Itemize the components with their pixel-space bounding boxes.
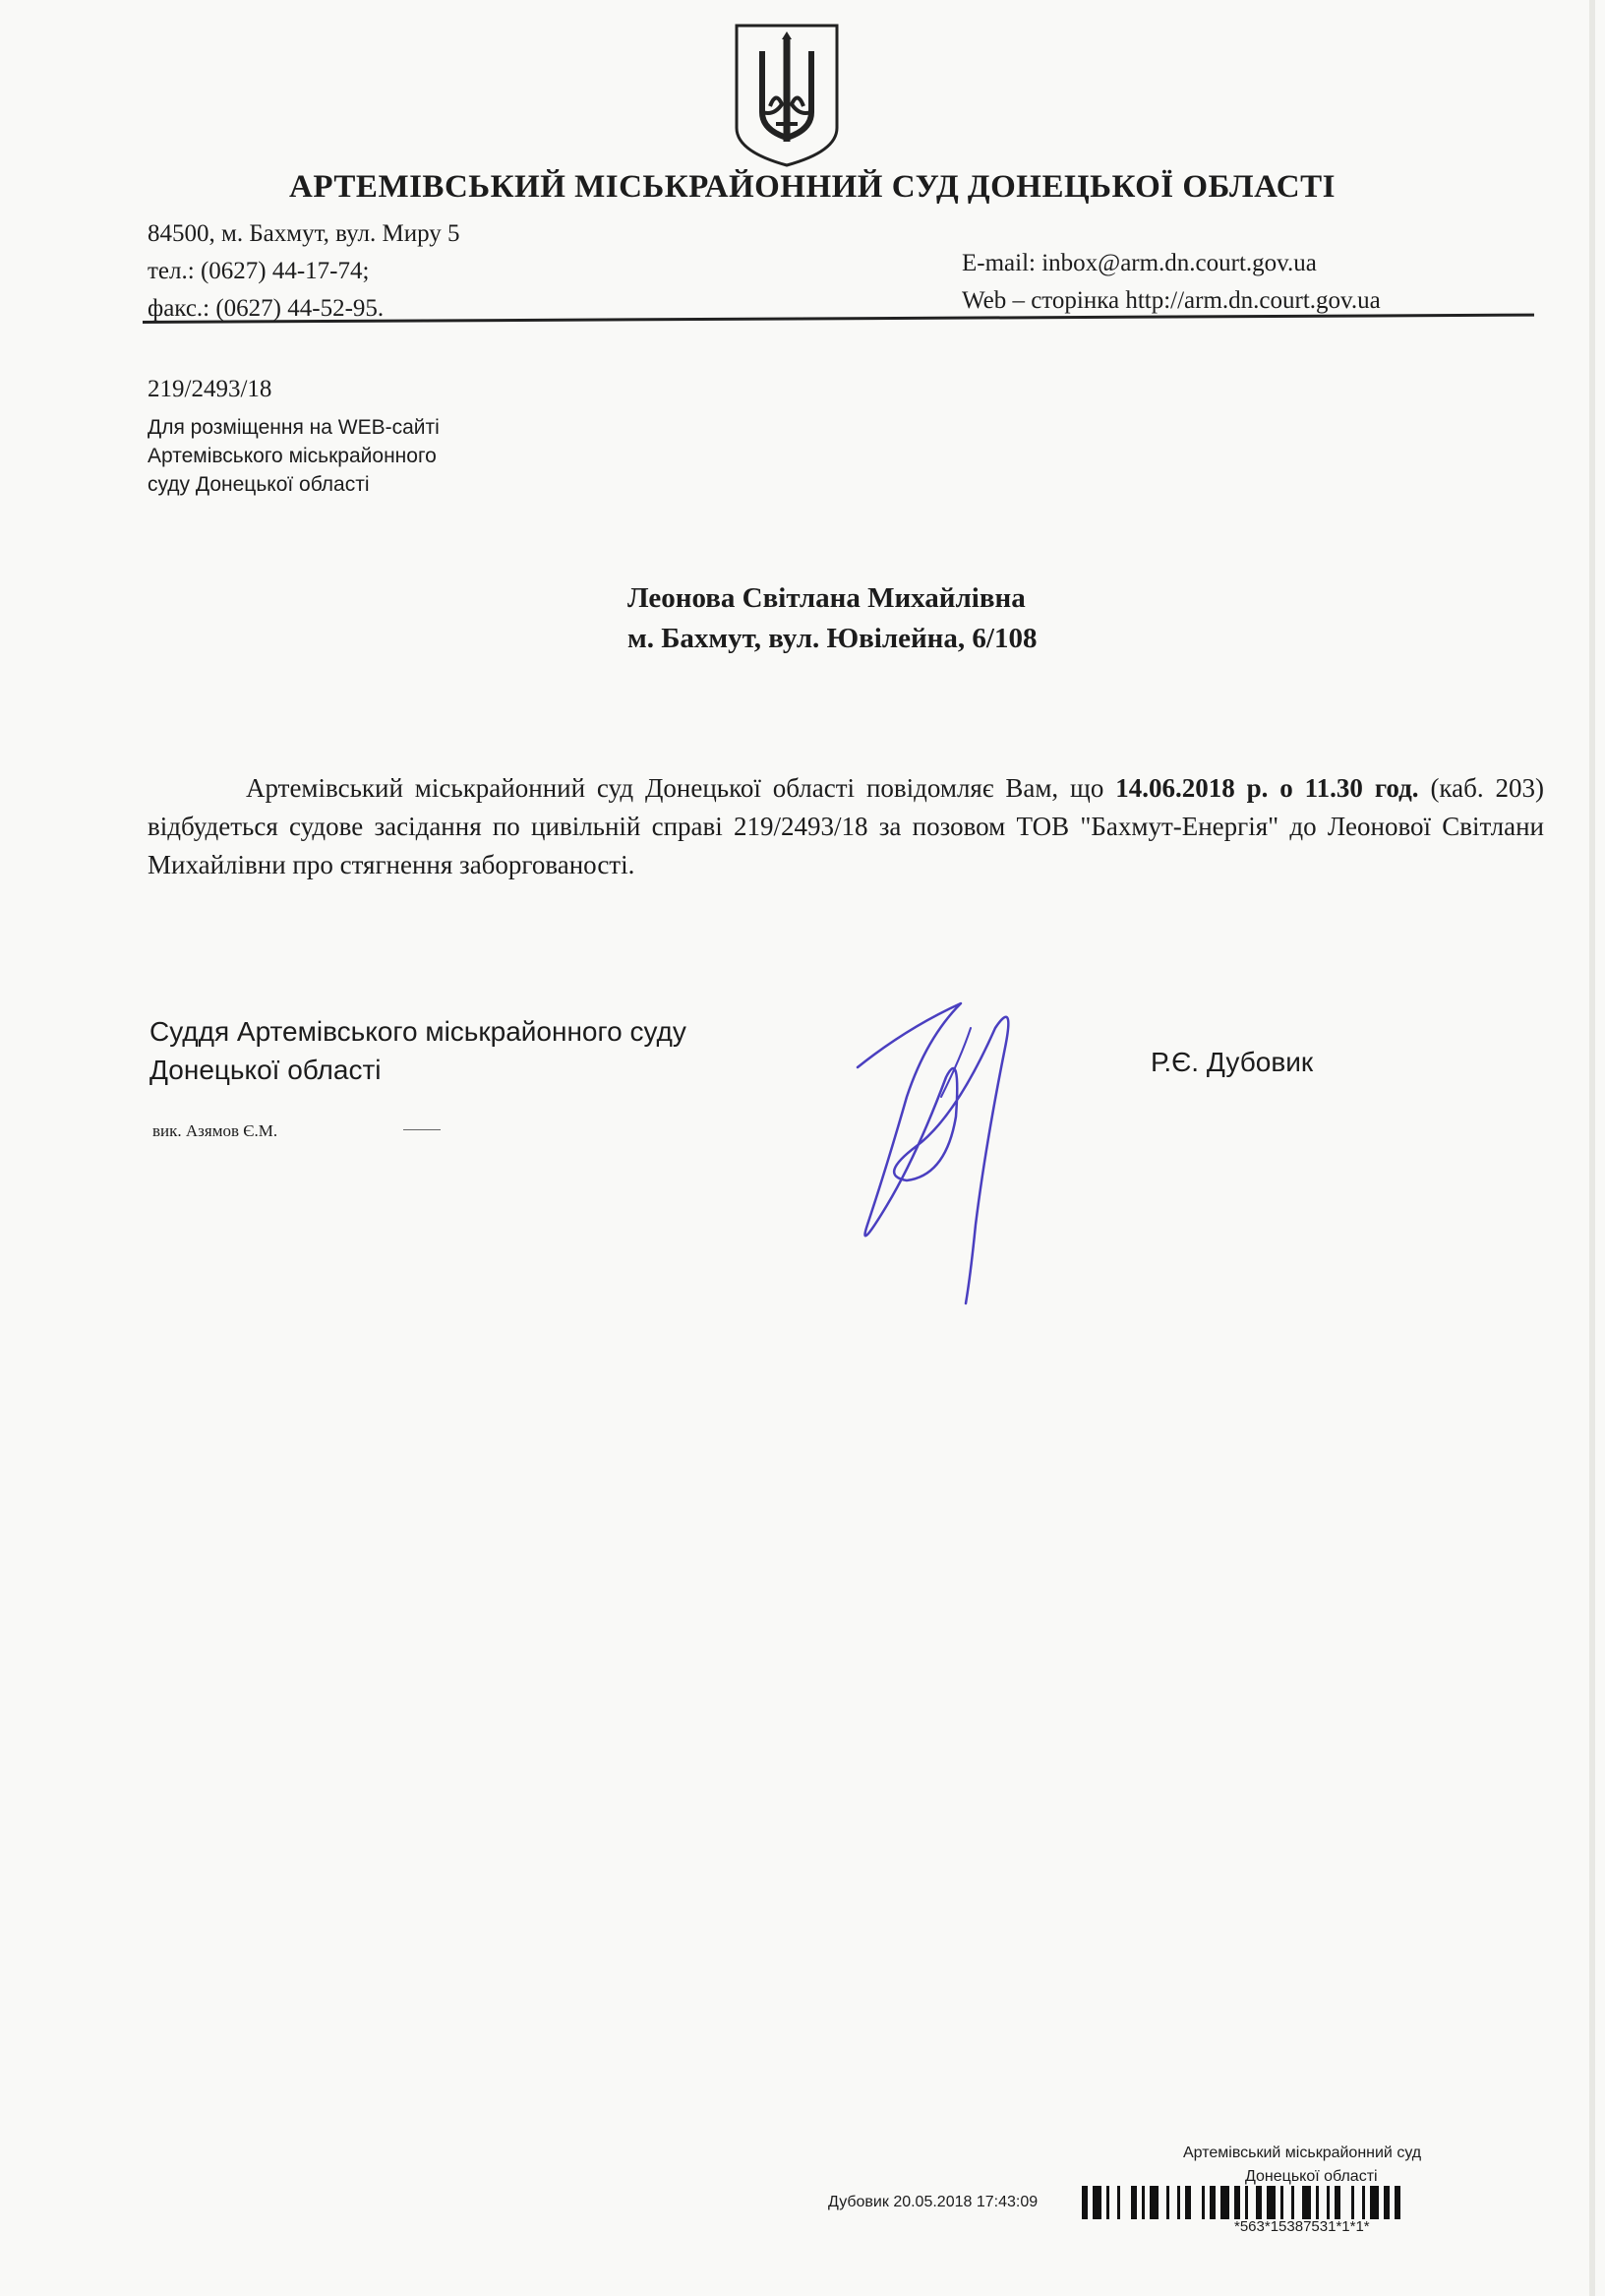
recipient-address: м. Бахмут, вул. Ювілейна, 6/108	[627, 623, 1038, 654]
case-number: 219/2493/18	[148, 376, 272, 402]
judge-title-line2: Донецької області	[149, 1055, 382, 1085]
court-website: Web – сторінка http://arm.dn.court.gov.ua	[962, 287, 1381, 314]
barcode-bar	[1245, 2186, 1248, 2219]
judge-name: Р.Є. Дубовик	[1151, 1047, 1314, 1077]
court-email: E-mail: inbox@arm.dn.court.gov.ua	[962, 250, 1317, 276]
barcode-bar	[1150, 2186, 1159, 2219]
barcode-bar	[1220, 2186, 1229, 2219]
executor-note: вик. Азямов Є.М.	[152, 1121, 278, 1140]
barcode-bar	[1327, 2186, 1330, 2219]
court-address: 84500, м. Бахмут, вул. Миру 5	[148, 220, 460, 247]
barcode-bar	[1267, 2186, 1276, 2219]
barcode-bar	[1106, 2186, 1109, 2219]
stamp-court-name: Артемівський міськрайонний суд	[1183, 2145, 1422, 2161]
stamp-region: Донецької області	[1245, 2168, 1378, 2185]
stamp-registration: Дубовик 20.05.2018 17:43:09	[828, 2194, 1039, 2210]
recipient-name: Леонова Світлана Михайлівна	[627, 582, 1026, 614]
barcode-bar	[1185, 2186, 1191, 2219]
barcode-bar	[1234, 2186, 1240, 2219]
barcode-bar	[1202, 2186, 1205, 2219]
barcode-bar	[1362, 2186, 1365, 2219]
barcode-number: *563*15387531*1*1*	[1234, 2218, 1370, 2235]
barcode-bar	[1082, 2186, 1088, 2219]
barcode-bar	[1316, 2186, 1319, 2219]
notice-body-part1: Артемівський міськрайонний суд Донецької області повідомляє Вам, що	[246, 773, 1116, 803]
barcode-bar	[1351, 2186, 1354, 2219]
publication-note-line1: Для розміщення на WEB-сайті	[148, 416, 440, 439]
barcode-bar	[1093, 2186, 1101, 2219]
barcode-bar	[1370, 2186, 1379, 2219]
barcode-bar	[1142, 2186, 1145, 2219]
court-phone: тел.: (0627) 44-17-74;	[148, 258, 370, 284]
barcode-bar	[1256, 2186, 1262, 2219]
scan-edge	[1589, 0, 1595, 2296]
handwritten-signature	[848, 989, 1035, 1313]
barcode-bar	[1384, 2186, 1390, 2219]
publication-note-line3: суду Донецької області	[148, 473, 370, 496]
barcode-bar	[1291, 2186, 1294, 2219]
notice-body	[148, 769, 1544, 884]
hearing-datetime: 14.06.2018 р. о 11.30 год.	[1115, 773, 1419, 803]
court-name-heading: АРТЕМІВСЬКИЙ МІСЬКРАЙОННИЙ СУД ДОНЕЦЬКОЇ ОБЛАСТІ	[289, 169, 1336, 205]
notice-body-part2: (каб. 203) відбудеться судове засідання по цивільній справі 219/2493/18 за позовом ТОВ "Бахмут-Енергія" до Леонової Світлани Михайлівни про стягнення заборгованості.	[148, 773, 1544, 879]
barcode-bar	[1335, 2186, 1340, 2219]
barcode-bar	[1210, 2186, 1216, 2219]
judge-title-line1: Суддя Артемівського міськрайонного суду	[149, 1016, 686, 1047]
publication-note-line2: Артемівського міськрайонного	[148, 445, 437, 467]
barcode-bar	[1395, 2186, 1400, 2219]
executor-dash	[403, 1129, 441, 1130]
barcode-bar	[1166, 2186, 1169, 2219]
barcode-bar	[1280, 2186, 1283, 2219]
coat-of-arms-icon	[733, 22, 841, 169]
barcode-bar	[1302, 2186, 1311, 2219]
barcode-bar	[1131, 2186, 1137, 2219]
barcode-bar	[1117, 2186, 1120, 2219]
barcode	[1082, 2186, 1568, 2219]
court-fax: факс.: (0627) 44-52-95.	[148, 295, 385, 322]
barcode-bar	[1177, 2186, 1180, 2219]
